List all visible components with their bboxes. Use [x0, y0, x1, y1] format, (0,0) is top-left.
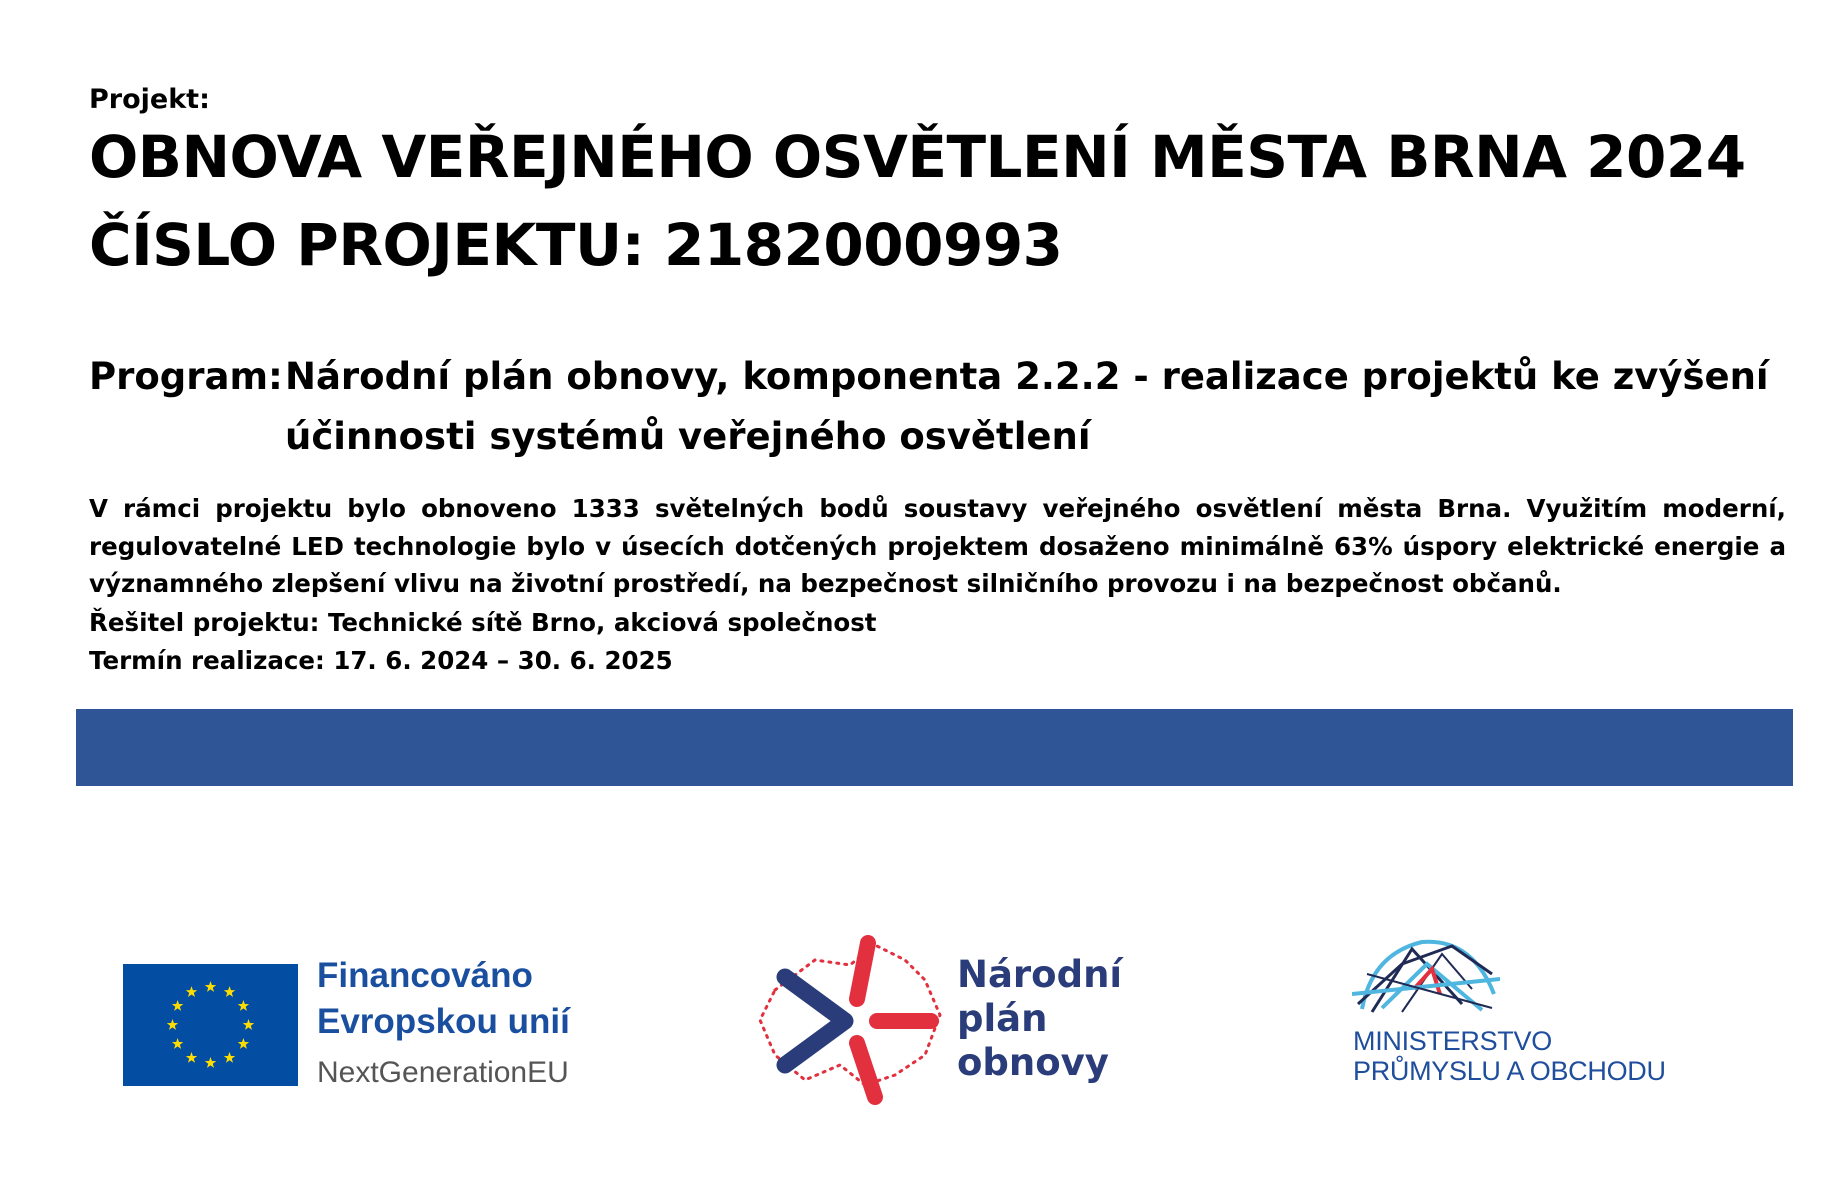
project-number: ČÍSLO PROJEKTU: 2182000993 — [89, 211, 1063, 279]
eu-text-line1: Financováno — [317, 956, 533, 995]
eu-star-icon — [224, 986, 235, 997]
eu-text-line2: Evropskou unií — [317, 1002, 570, 1041]
eu-text-line3: NextGenerationEU — [317, 1056, 569, 1089]
eu-star-icon — [205, 1057, 216, 1068]
mpo-globe-icon — [1352, 934, 1500, 1014]
project-term: Termín realizace: 17. 6. 2024 – 30. 6. 2025 — [89, 646, 673, 675]
program-block — [89, 347, 1779, 467]
eu-star-icon — [243, 1019, 254, 1030]
eu-star-icon — [224, 1052, 235, 1063]
program-label: Program: — [89, 355, 283, 398]
eu-stars — [123, 964, 298, 1086]
blue-band — [76, 709, 1793, 786]
project-label: Projekt: — [89, 84, 210, 115]
eu-star-icon — [172, 1038, 183, 1049]
mpo-text-line1: MINISTERSTVO — [1353, 1026, 1552, 1056]
eu-star-icon — [238, 1038, 249, 1049]
project-description — [89, 490, 1786, 603]
project-solver: Řešitel projektu: Technické sítě Brno, akciová společnost — [89, 608, 877, 637]
eu-star-icon — [167, 1019, 178, 1030]
eu-star-icon — [186, 1052, 197, 1063]
description-text: V rámci projektu bylo obnoveno 1333 světelných bodů soustavy veřejného osvětlení města Brna. Využitím moderní, regulovatelné LED technologie bylo v úsecích dotčených projektem dosaženo minimálně 63% úspory elektrické energie a významného zlepšení vlivu na životní prostředí, na bezpečnost silničního provozu i na bezpečnost občanů. — [89, 494, 1786, 598]
program-line1: Národní plán obnovy, komponenta 2.2.2 - realizace projektů ke zvýšení — [285, 355, 1769, 398]
npo-arrow-icon — [755, 935, 945, 1105]
project-title: OBNOVA VEŘEJNÉHO OSVĚTLENÍ MĚSTA BRNA 2024 — [89, 123, 1746, 191]
mpo-text-line2: PRŮMYSLU A OBCHODU — [1353, 1056, 1666, 1086]
npo-text-line2: plán — [957, 997, 1048, 1040]
eu-star-icon — [172, 1000, 183, 1011]
npo-text-line3: obnovy — [957, 1041, 1109, 1084]
eu-star-icon — [186, 986, 197, 997]
npo-text-line1: Národní — [957, 953, 1123, 996]
eu-star-icon — [205, 981, 216, 992]
eu-star-icon — [238, 1000, 249, 1011]
program-line2: účinnosti systémů veřejného osvětlení — [285, 415, 1091, 458]
eu-flag-icon — [123, 964, 298, 1086]
